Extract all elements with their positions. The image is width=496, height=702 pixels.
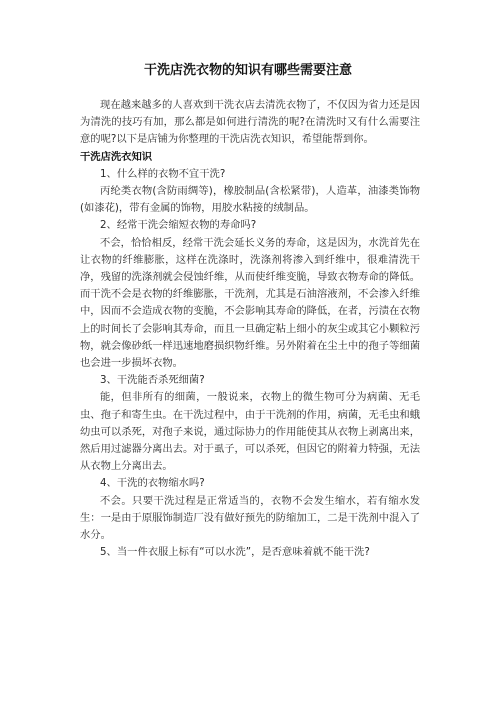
section-heading: 干洗店洗衣知识 [80, 150, 153, 163]
document-body [80, 97, 420, 561]
answer-3: 能，但非所有的细菌，一般说来，衣物上的微生物可分为病菌、无毛虫、孢子和寄生虫。在干洗过程中，由于干洗剂的作用，病菌，无毛虫和蛾幼虫可以杀死，对孢子来说，通过际协力的作用能使其从衣物上剥离出来，然后用过滤器分离出去。对于虱子，可以杀死，但因它的附着力特强，无法从衣物上分离出去。 [80, 391, 420, 473]
answer-1: 丙纶类衣物(含防雨绸等)，橡胶制品(含松紧带)，人造革，油漆类饰物(如漆花)，带有金属的饰物，用胶水粘接的绒制品。 [80, 185, 420, 215]
answer-4: 不会。只要干洗过程是正常适当的，衣物不会发生缩水，若有缩水发生：一是由于原服饰制造厂没有做好预先的防缩加工，二是干洗剂中混入了水分。 [80, 494, 420, 542]
intro-paragraph: 现在越来越多的人喜欢到干洗衣店去清洗衣物了，不仅因为省力还是因为清洗的技巧有加，那么都是如何进行清洗的呢?在清洗时又有什么需要注意的呢?以下是店铺为你整理的干洗店洗衣知识，希望能帮到你。 [80, 99, 420, 146]
question-2: 2、经常干洗会缩短衣物的寿命吗? [100, 219, 257, 232]
document-title: 干洗店洗衣物的知识有哪些需要注意 [143, 63, 352, 78]
question-3: 3、干洗能否杀死细菌? [100, 374, 205, 387]
question-5: 5、当一件衣服上标有“可以水洗”，是否意味着就不能干洗? [100, 546, 370, 559]
answer-2: 不会，恰恰相反，经常干洗会延长义务的寿命，这是因为，水洗首先在让衣物的纤维膨胀，这样在洗涤时，洗涤剂将渗入到纤维中，很难清洗干净，残留的洗涤剂就会侵蚀纤维，从而使纤维变脆，导致衣物寿命的降低。而干洗不会是衣物的纤维膨胀，干洗剂，尤其是石油溶液剂，不会渗入纤维中，因而不会造成衣物的变脆，不会影响其寿命的降低，在者，污渍在衣物上的时间长了会影响其寿命，而且一旦确定粘上细小的灰尘或其它小颗粒污物，就会像砂纸一样迅速地磨损织物纤维。另外附着在尘土中的孢子等细菌也会进一步损坏衣物。 [80, 236, 420, 370]
question-1: 1、什么样的衣物不宜干洗? [100, 167, 226, 180]
question-4: 4、干洗的衣物缩水吗? [100, 477, 205, 490]
